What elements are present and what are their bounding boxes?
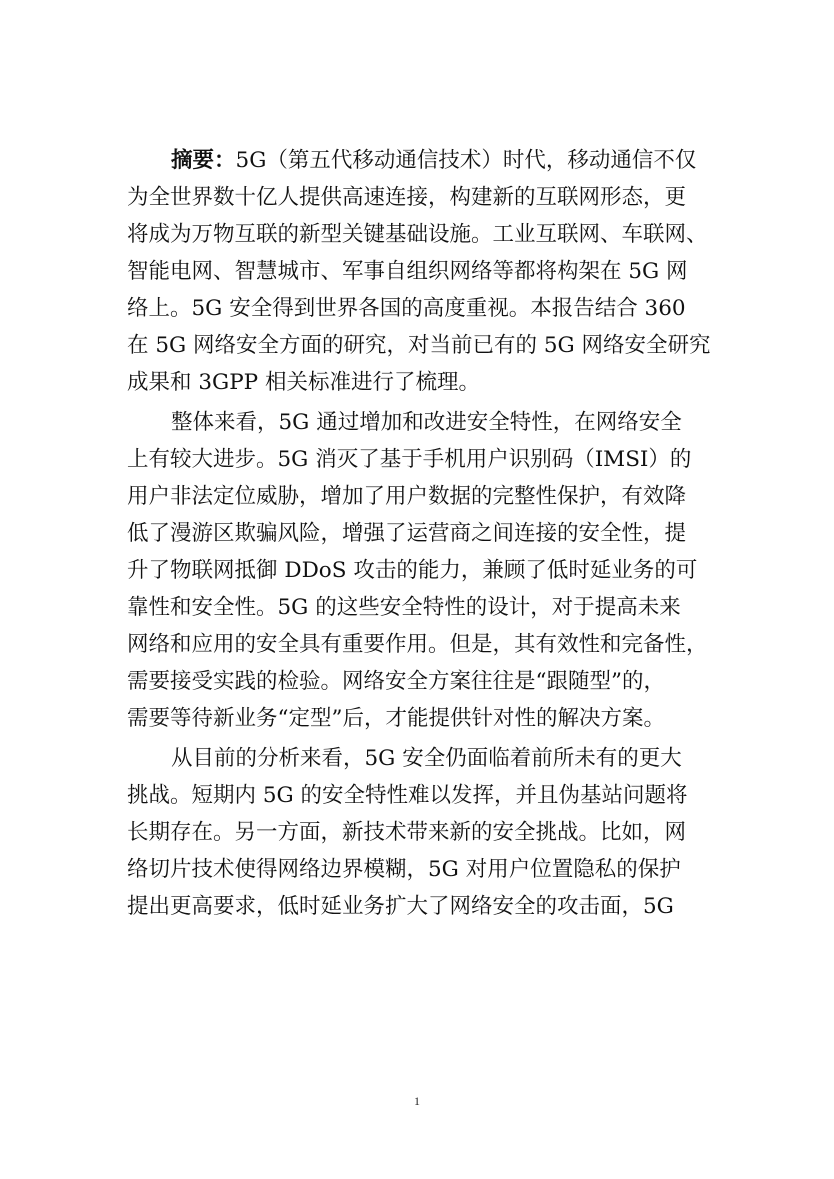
text-line-content: 5G（第五代移动通信技术）时代，移动通信不仅: [235, 148, 697, 173]
text-line: 在 5G 网络安全方面的研究，对当前已有的 5G 网络安全研究: [127, 333, 711, 358]
text-line: [171, 146, 711, 176]
text-line: 智能电网、智慧城市、军事自组织网络等都将构架在 5G 网: [127, 259, 688, 284]
text-line: 需要接受实践的检验。网络安全方案往往是“跟随型”的，: [127, 669, 665, 694]
text-line: 用户非法定位威胁，增加了用户数据的完整性保护，有效降: [127, 484, 687, 509]
page-number: 1: [414, 1094, 420, 1108]
text-line: 络上。5G 安全得到世界各国的高度重视。本报告结合 360: [127, 296, 686, 321]
abstract-label: 摘要：: [171, 148, 236, 173]
text-line: 将成为万物互联的新型关键基础设施。工业互联网、车联网、: [127, 222, 708, 247]
text-line: 络切片技术使得网络边界模糊，5G 对用户位置隐私的保护: [127, 857, 681, 882]
text-line: 为全世界数十亿人提供高速连接，构建新的互联网形态，更: [127, 185, 687, 210]
text-line: 提出更高要求，低时延业务扩大了网络安全的攻击面，5G: [127, 894, 674, 919]
text-line: 整体来看，5G 通过增加和改进安全特性，在网络安全: [171, 410, 682, 435]
text-line: 需要等待新业务“定型”后，才能提供针对性的解决方案。: [127, 706, 665, 731]
text-line: 成果和 3GPP 相关标准进行了梳理。: [127, 370, 480, 395]
text-line: 上有较大进步。5G 消灭了基于手机用户识别码（IMSI）的: [127, 447, 692, 472]
text-line: 从目前的分析来看，5G 安全仍面临着前所未有的更大: [171, 746, 682, 771]
text-line: 低了漫游区欺骗风险，增强了运营商之间连接的安全性，提: [127, 521, 687, 546]
text-line: 挑战。短期内 5G 的安全特性难以发挥，并且伪基站问题将: [127, 783, 688, 808]
text-line: 靠性和安全性。5G 的这些安全特性的设计，对于提高未来: [127, 595, 681, 620]
text-line: 网络和应用的安全具有重要作用。但是，其有效性和完备性，: [127, 632, 708, 657]
text-line: 升了物联网抵御 DDoS 攻击的能力，兼顾了低时延业务的可: [127, 558, 698, 583]
text-line: 长期存在。另一方面，新技术带来新的安全挑战。比如，网: [127, 820, 687, 845]
